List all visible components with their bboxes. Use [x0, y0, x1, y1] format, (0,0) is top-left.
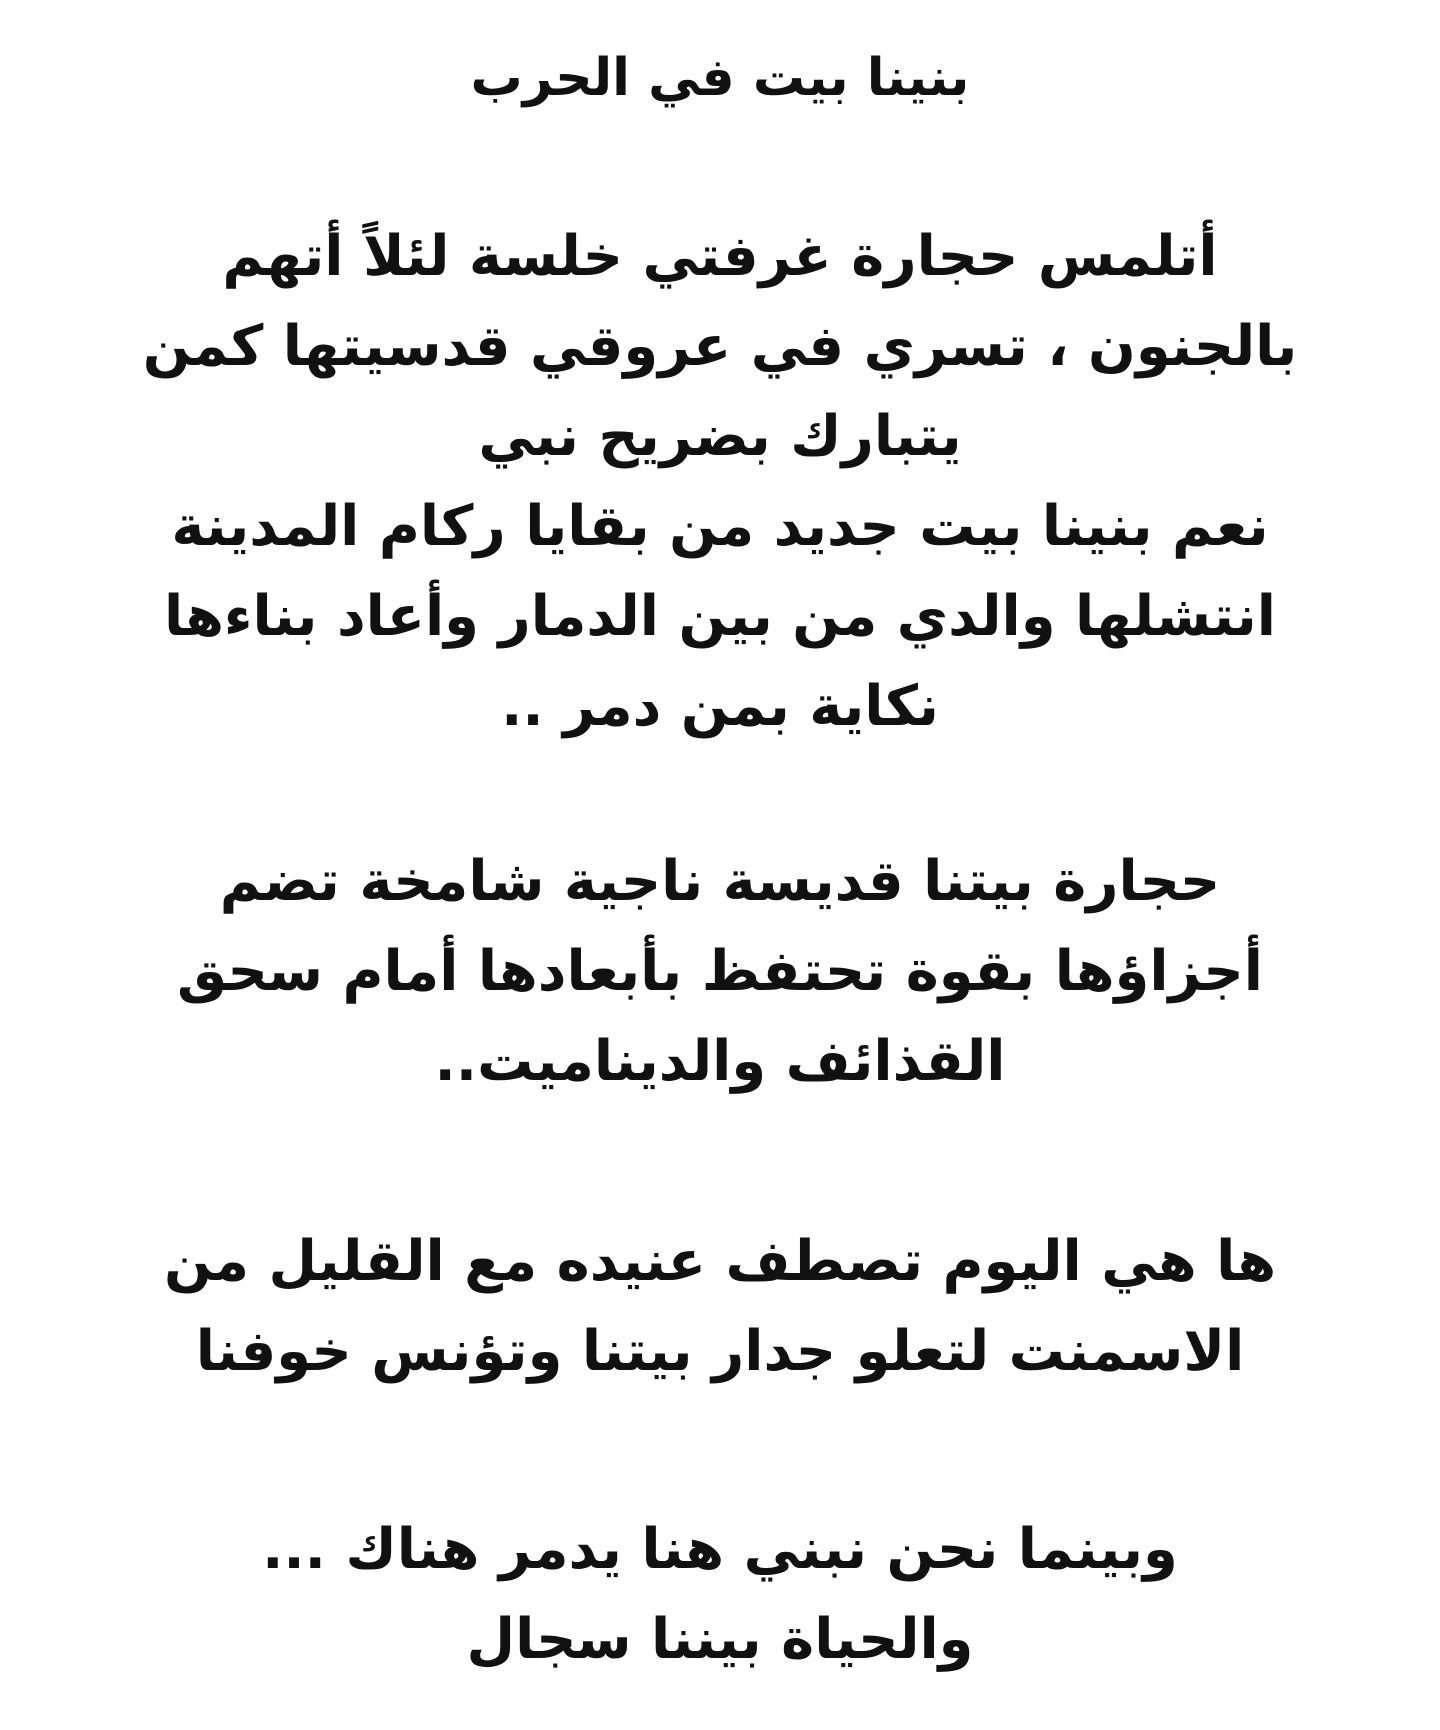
poem-line: نعم بنينا بيت جديد من بقايا ركام المدينة: [171, 494, 1269, 559]
poem-line: القذائف والديناميت..: [434, 1029, 1006, 1094]
poem-title: بنينا بيت في الحرب: [470, 48, 970, 108]
stanza: [0, 837, 1440, 1107]
poem-line: أجزاؤها بقوة تحتفظ بأبعادها أمام سحق: [177, 939, 1263, 1004]
stanza: [0, 1217, 1440, 1397]
poem-line: الاسمنت لتعلو جدار بيتنا وتؤنس خوفنا: [195, 1319, 1245, 1384]
poem-line: يتبارك بضريح نبي: [478, 404, 962, 469]
poem-line: حجارة بيتنا قديسة ناجية شامخة تضم: [219, 849, 1221, 914]
poem-line: ها هي اليوم تصطف عنيده مع القليل من: [163, 1229, 1277, 1294]
poem-line: انتشلها والدي من بين الدمار وأعاد بناءها: [164, 584, 1276, 649]
stanza: [0, 212, 1440, 752]
poem-line: نكاية بمن دمر ..: [501, 674, 939, 739]
stanza: [0, 1505, 1440, 1685]
poem-line: بالجنون ، تسري في عروقي قدسيتها كمن: [142, 314, 1298, 379]
poem-line: والحياة بيننا سجال: [466, 1607, 974, 1672]
poem-line: أتلمس حجارة غرفتي خلسة لئلاً أتهم: [222, 224, 1218, 289]
poem-line: وبينما نحن نبني هنا يدمر هناك ...: [262, 1517, 1178, 1582]
